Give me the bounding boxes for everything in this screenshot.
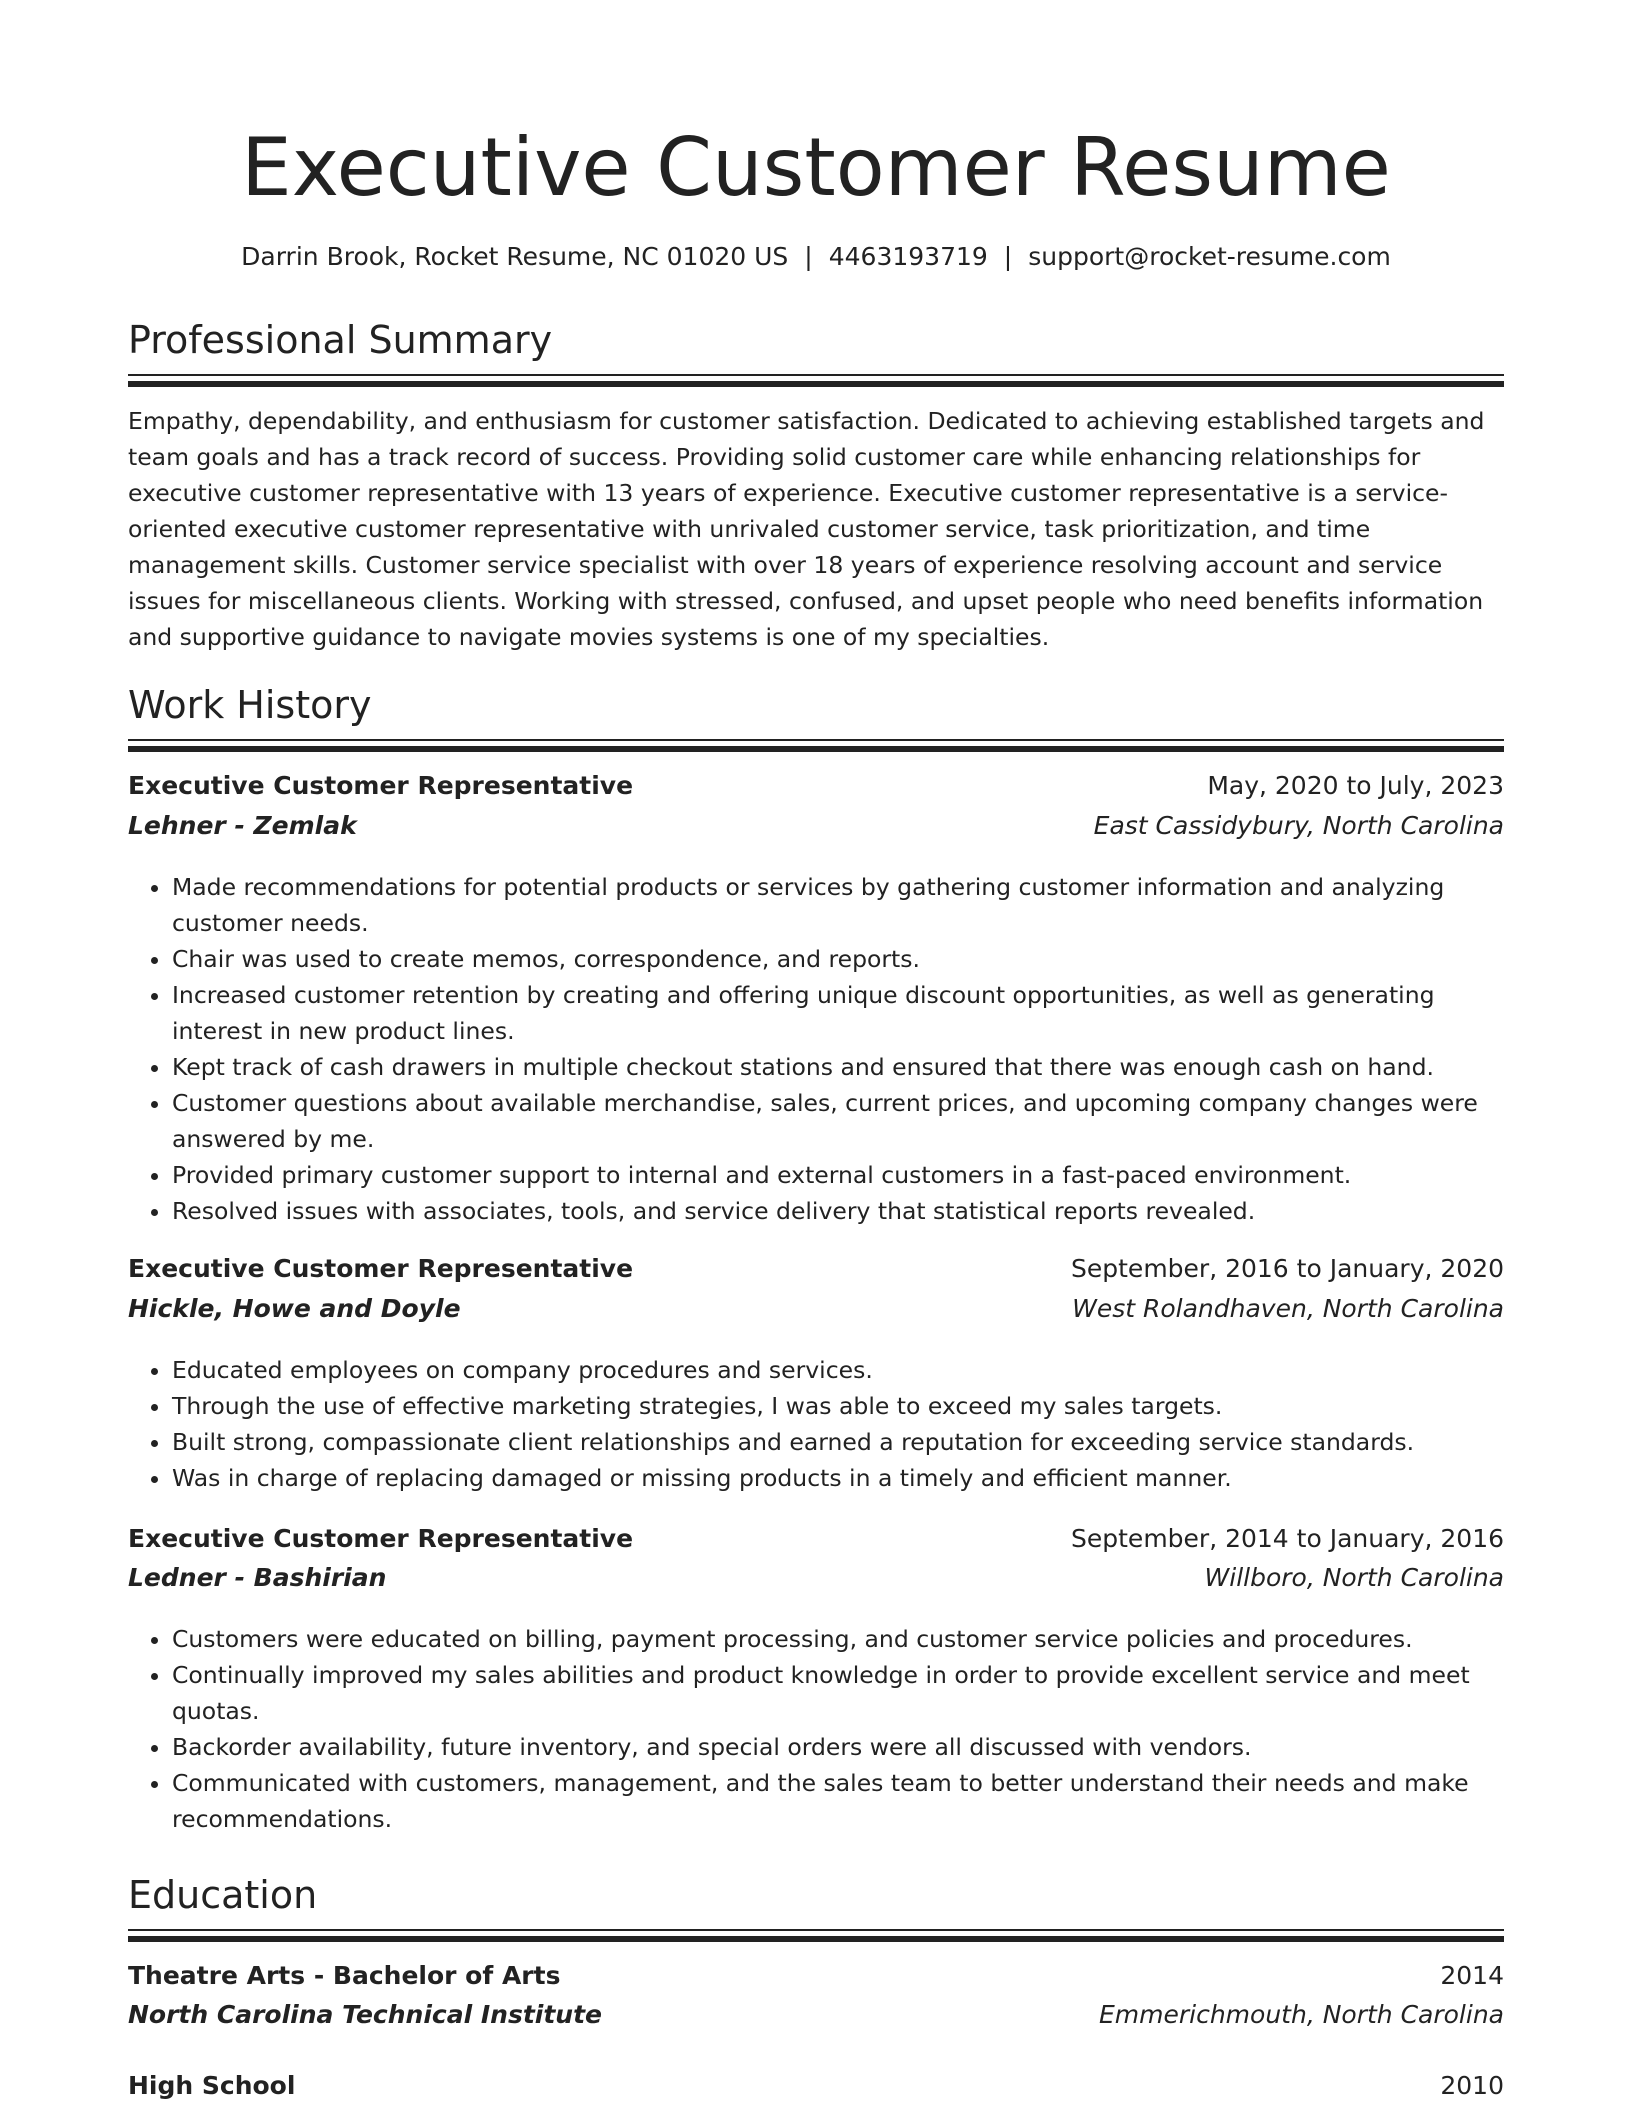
education-location: Emmerichmouth, North Carolina xyxy=(1098,2000,1504,2029)
resume-title: Executive Customer Resume xyxy=(241,121,1391,214)
contact-line xyxy=(128,237,1504,277)
job-title: Executive Customer Representative xyxy=(128,1524,634,1553)
list-item: • Customers were educated on billing, payment processing, and customer service policies and procedures. xyxy=(172,1621,1504,1657)
job-header xyxy=(128,1251,1504,1287)
job-header xyxy=(128,768,1504,804)
job-header xyxy=(128,1521,1504,1557)
list-item: • Educated employees on company procedures and services. xyxy=(172,1352,1504,1388)
list-item: • Resolved issues with associates, tools, and service delivery that statistical reports revealed. xyxy=(172,1193,1504,1229)
job-subheader xyxy=(128,808,1504,844)
job-location: East Cassidybury, North Carolina xyxy=(1093,811,1504,840)
list-item: • Backorder availability, future inventory, and special orders were all discussed with vendors. xyxy=(172,1729,1504,1765)
list-item: • Continually improved my sales abilities and product knowledge in order to provide excellent service and meet quotas. xyxy=(172,1657,1504,1729)
education-degree: Theatre Arts - Bachelor of Arts xyxy=(128,1961,561,1990)
list-item: • Built strong, compassionate client relationships and earned a reputation for exceeding service standards. xyxy=(172,1424,1504,1460)
contact-separator: | xyxy=(804,242,813,271)
section-divider xyxy=(128,739,1504,752)
list-item: • Through the use of effective marketing strategies, I was able to exceed my sales targets. xyxy=(172,1388,1504,1424)
job-dates: September, 2014 to January, 2016 xyxy=(1071,1524,1504,1553)
job-title: Executive Customer Representative xyxy=(128,771,634,800)
education-degree: High School xyxy=(128,2071,296,2100)
job-company: Ledner - Bashirian xyxy=(128,1563,387,1592)
job-company: Lehner - Zemlak xyxy=(128,811,357,840)
job-company: Hickle, Howe and Doyle xyxy=(128,1294,461,1323)
job-bullet-list xyxy=(128,1621,1504,1837)
education-header xyxy=(128,1958,1504,1994)
list-item: • Chair was used to create memos, correspondence, and reports. xyxy=(172,941,1504,977)
list-item: • Was in charge of replacing damaged or missing products in a timely and efficient manner. xyxy=(172,1460,1504,1496)
list-item: • Made recommendations for potential products or services by gathering customer information and analyzing customer needs. xyxy=(172,869,1504,941)
contact-separator: | xyxy=(1003,242,1013,271)
contact-address: Darrin Brook, Rocket Resume, NC 01020 US xyxy=(241,242,789,271)
contact-email: support@rocket-resume.com xyxy=(1028,242,1391,271)
list-item: • Increased customer retention by creating and offering unique discount opportunities, as well as generating interest in new product lines. xyxy=(172,977,1504,1049)
list-item: • Communicated with customers, management, and the sales team to better understand their needs and make recommendations. xyxy=(172,1765,1504,1837)
education-year: 2014 xyxy=(1440,1961,1504,1990)
section-divider xyxy=(128,374,1504,387)
education-year: 2010 xyxy=(1440,2071,1504,2100)
job-bullet-list xyxy=(128,1352,1504,1496)
education-header xyxy=(128,2068,1504,2104)
list-item: • Customer questions about available merchandise, sales, current prices, and upcoming company changes were answered by me. xyxy=(172,1085,1504,1157)
job-subheader xyxy=(128,1560,1504,1596)
section-heading-education: Education xyxy=(128,1873,318,1917)
job-location: West Rolandhaven, North Carolina xyxy=(1072,1294,1504,1323)
education-school: North Carolina Technical Institute xyxy=(128,2000,602,2029)
job-dates: May, 2020 to July, 2023 xyxy=(1207,771,1504,800)
job-subheader xyxy=(128,1291,1504,1327)
job-bullet-list xyxy=(128,869,1504,1229)
education-subheader xyxy=(128,1997,1504,2033)
job-title: Executive Customer Representative xyxy=(128,1254,634,1283)
list-item: • Kept track of cash drawers in multiple checkout stations and ensured that there was enough cash on hand. xyxy=(172,1049,1504,1085)
list-item: • Provided primary customer support to internal and external customers in a fast-paced environment. xyxy=(172,1157,1504,1193)
summary-text: Empathy, dependability, and enthusiasm for customer satisfaction. Dedicated to achieving established targets and team goals and has a track record of success. Providing solid customer care while enhancing relationships for executive customer representative with 13 years of experience. Executive customer representative is a service-oriented executive customer representative with unrivaled customer service, task prioritization, and time management skills. Customer service specialist with over 18 years of experience resolving account and service issues for miscellaneous clients. Working with stressed, confused, and upset people who need benefits information and supportive guidance to navigate movies systems is one of my specialties. xyxy=(128,407,1485,651)
job-location: Willboro, North Carolina xyxy=(1204,1563,1504,1592)
section-divider xyxy=(128,1929,1504,1942)
job-dates: September, 2016 to January, 2020 xyxy=(1071,1254,1504,1283)
section-heading-summary: Professional Summary xyxy=(128,318,553,362)
section-heading-work: Work History xyxy=(128,683,372,727)
contact-phone: 4463193719 xyxy=(828,242,988,271)
